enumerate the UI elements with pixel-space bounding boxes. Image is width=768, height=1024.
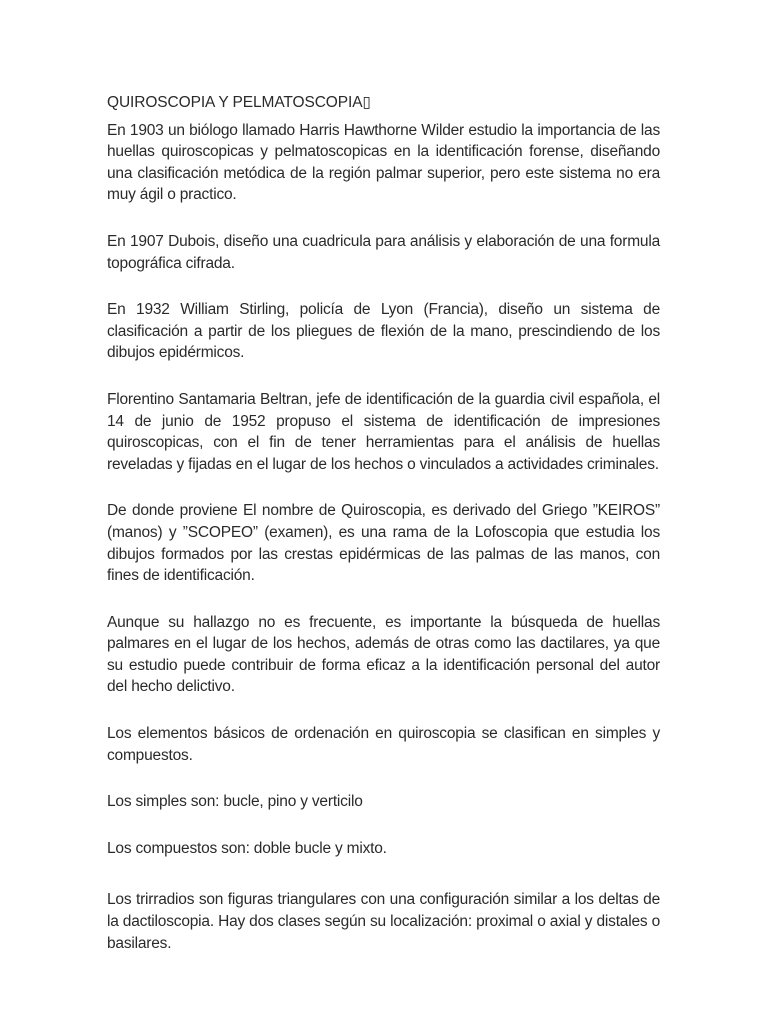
paragraph-etymology: De donde proviene El nombre de Quiroscopia, es derivado del Griego ”KEIROS” (manos) y ”SCOPEO” (examen), es una rama de la Lofoscopia que estudia los dibujos formados por las crestas epidérmicas de las palmas de las manos, con fines de identificación. [107, 502, 660, 585]
document-title: QUIROSCOPIA Y PELMATOSCOPIA▯ [107, 94, 371, 111]
paragraph-stirling: En 1932 William Stirling, policía de Lyon (Francia), diseño un sistema de clasificación a partir de los pliegues de flexión de la mano, prescindiendo de los dibujos epidérmicos. [107, 301, 660, 362]
paragraph-elements: Los elementos básicos de ordenación en quiroscopia se clasifican en simples y compuestos. [107, 725, 660, 764]
document-body [107, 92, 660, 954]
paragraph-trirradios: Los trirradios son figuras triangulares con una configuración similar a los deltas de la dactiloscopia. Hay dos clases según su localización: proximal o axial y distales o basilares. [107, 891, 660, 952]
paragraph-compuestos: Los compuestos son: doble bucle y mixto. [107, 839, 387, 857]
paragraph-simples: Los simples son: bucle, pino y verticilo [107, 793, 363, 811]
paragraph-wilder: En 1903 un biólogo llamado Harris Hawthorne Wilder estudio la importancia de las huellas quiroscopicas y pelmatoscopicas en la identificación forense, diseñando una clasificación metódica de la región palmar superior, pero este sistema no era muy ágil o practico. [107, 121, 660, 204]
paragraph-dubois: En 1907 Dubois, diseño una cuadricula para análisis y elaboración de una formula topográfica cifrada. [107, 232, 660, 272]
paragraph-santamaria: Florentino Santamaria Beltran, jefe de identificación de la guardia civil española, el 14 de junio de 1952 propuso el sistema de identificación de impresiones quiroscopicas, con el fin de tener herramientas para el análisis de huellas reveladas y fijadas en el lugar de los hechos o vinculados a actividades criminales. [107, 390, 660, 473]
paragraph-importance: Aunque su hallazgo no es frecuente, es importante la búsqueda de huellas palmares en el lugar de los hechos, además de otras como las dactilares, ya que su estudio puede contribuir de forma eficaz a la identificación personal del autor del hecho delictivo. [107, 613, 660, 696]
